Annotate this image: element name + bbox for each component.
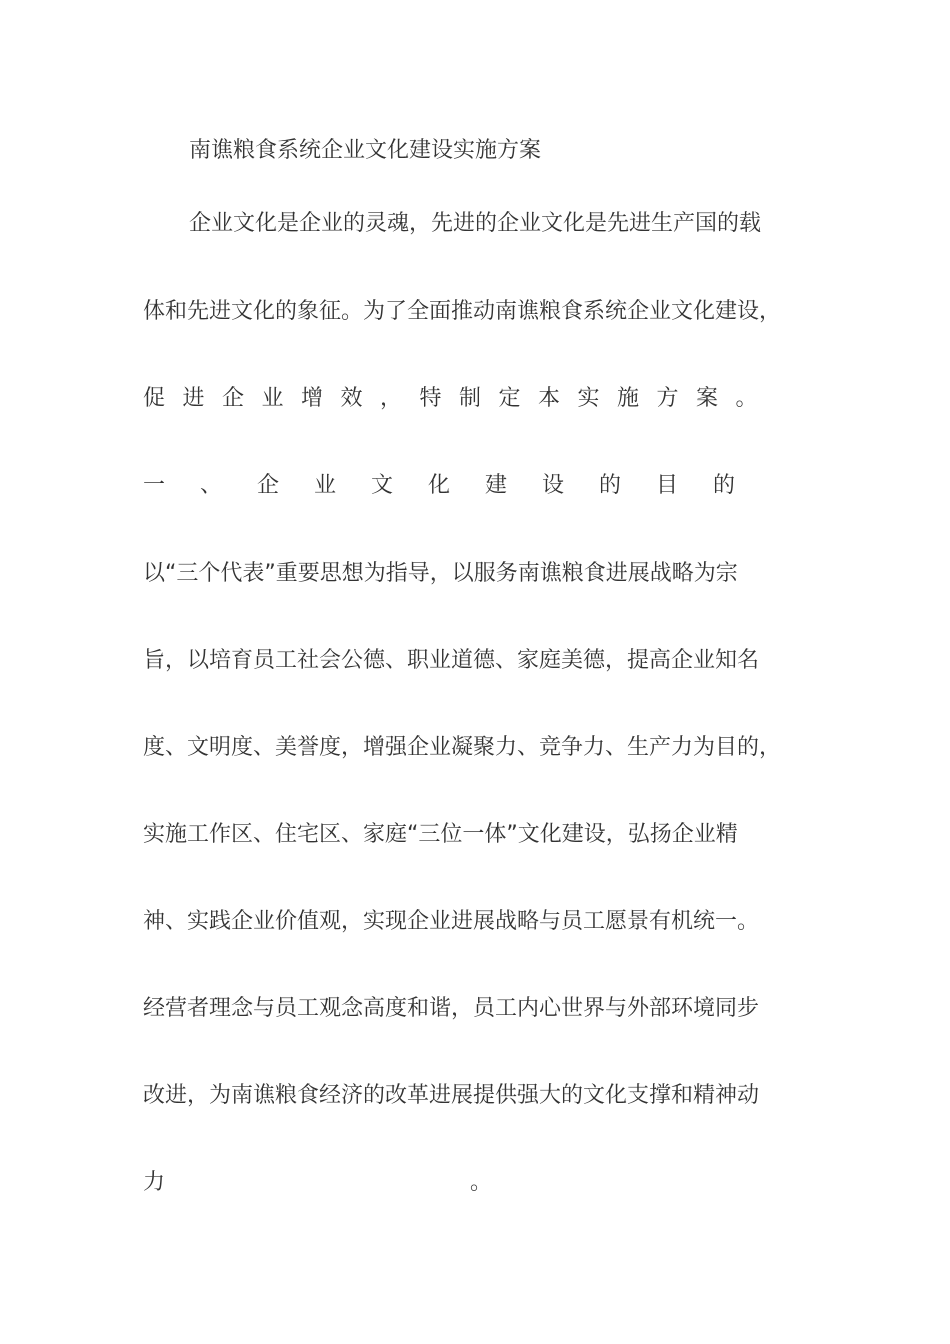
paragraph-line: 力 (143, 1170, 166, 1195)
paragraph-line: 神、实践企业价值观，实现企业进展战略与员工愿景有机统一。 (143, 909, 760, 934)
paragraph-line: 旨，以培育员工社会公德、职业道德、家庭美德，提高企业知名 (143, 648, 760, 673)
paragraph-line: 经营者理念与员工观念高度和谐，员工内心世界与外部环境同步 (143, 996, 760, 1021)
paragraph-line: 改进，为南谯粮食经济的改革进展提供强大的文化支撑和精神动 (143, 1083, 760, 1108)
paragraph-line: 体和先进文化的象征。为了全面推动南谯粮食系统企业文化建设， (143, 299, 782, 324)
paragraph-line: 促进企业增效，特制定本实施方案。 (143, 386, 776, 411)
paragraph-end-period: 。 (470, 1170, 493, 1195)
paragraph-line: 度、文明度、美誉度，增强企业凝聚力、竞争力、生产力为目的， (143, 735, 782, 760)
document-title: 南谯粮食系统企业文化建设实施方案 (189, 138, 542, 163)
section-heading: 一、企业文化建设的目的 (143, 473, 771, 498)
paragraph-line: 企业文化是企业的灵魂，先进的企业文化是先进生产国的载 (189, 211, 762, 236)
paragraph-line: 以“三个代表”重要思想为指导，以服务南谯粮食进展战略为宗 (143, 561, 738, 586)
paragraph-line: 实施工作区、住宅区、家庭“三位一体”文化建设，弘扬企业精 (143, 822, 738, 847)
